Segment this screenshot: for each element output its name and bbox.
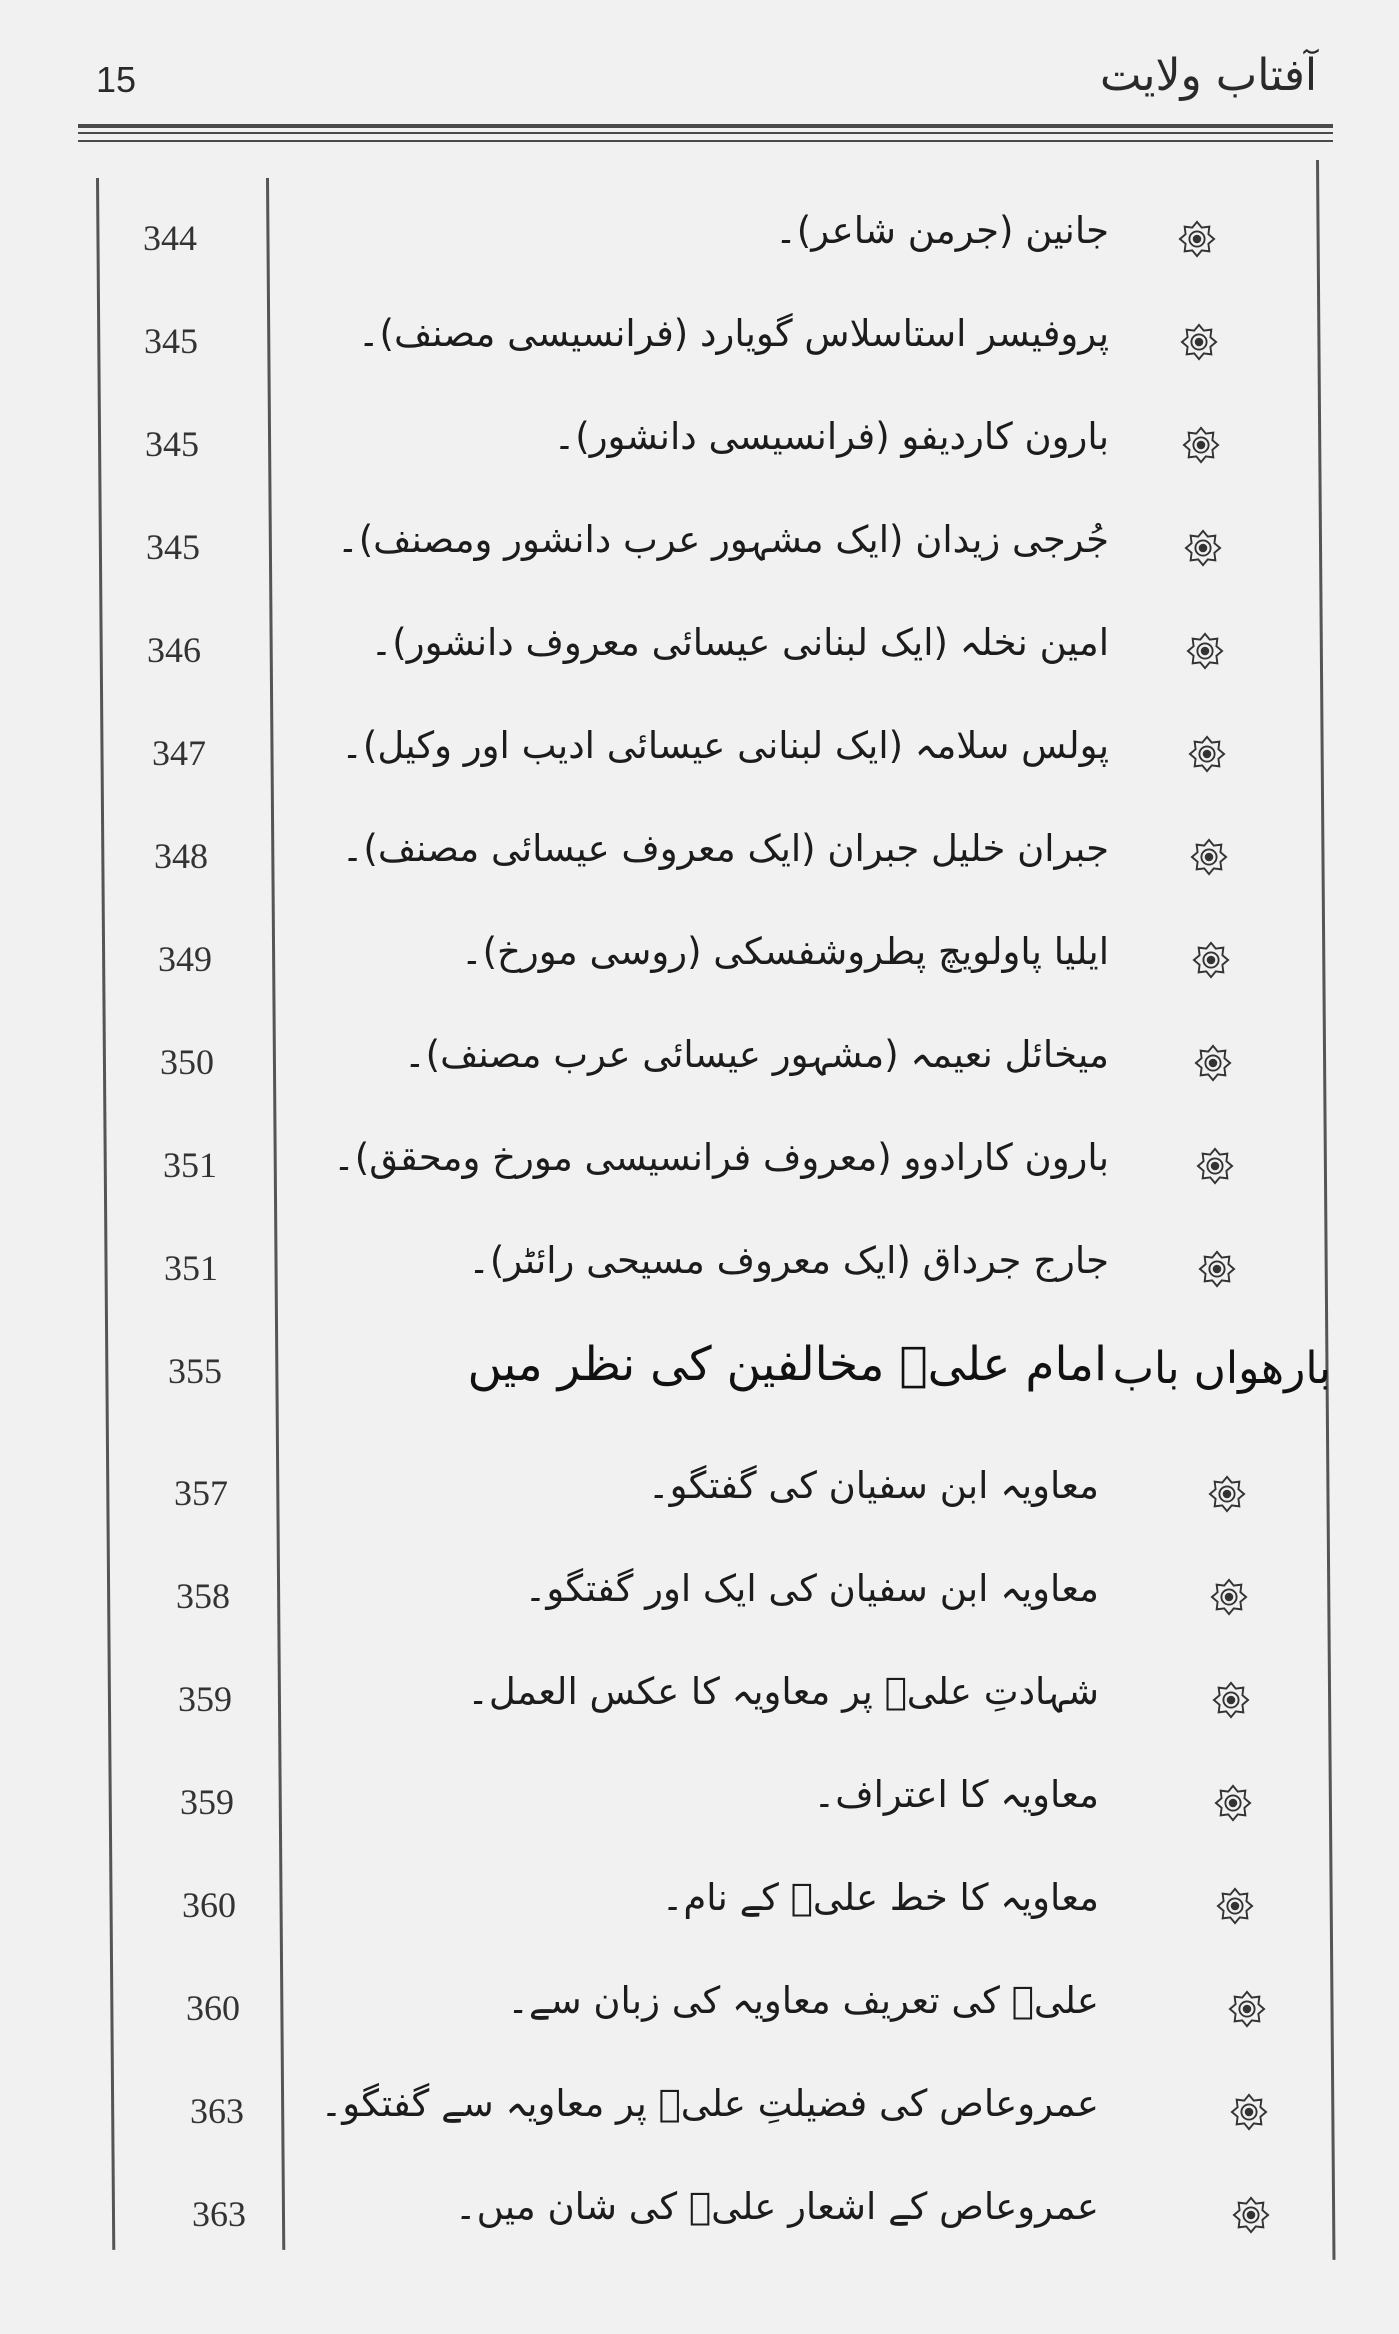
page-ref: 363 [192, 2194, 246, 2234]
page-ref: 360 [186, 1988, 240, 2028]
toc-entry-text: معاویہ کا خط علیؑ کے نام۔ [661, 1876, 1099, 1919]
toc-entry-text: ایلیا پاولویچ پطروشفسکی (روسی مورخ)۔ [460, 930, 1109, 973]
toc-row[interactable] [0, 1759, 1399, 1849]
flower-bullet-icon [1214, 1784, 1252, 1822]
flower-bullet-icon [1196, 1147, 1234, 1185]
flower-bullet-icon [1180, 323, 1218, 361]
toc-row[interactable] [0, 1862, 1399, 1952]
flower-bullet-icon [1194, 1044, 1232, 1082]
toc-entry-text: جُرجی زیدان (ایک مشہور عرب دانشور ومصنف)۔ [337, 518, 1109, 561]
page-ref: 363 [190, 2091, 244, 2131]
page-ref: 344 [143, 218, 197, 258]
toc-row[interactable] [0, 2068, 1399, 2158]
toc-row[interactable] [0, 1553, 1399, 1643]
toc-entry-text: معاویہ کا اعتراف۔ [813, 1773, 1099, 1816]
chapter-label: بارھواں باب [1112, 1343, 1331, 1394]
page-ref: 351 [164, 1248, 218, 1288]
toc-entry-text: پروفیسر استاسلاس گویارد (فرانسیسی مصنف)۔ [357, 312, 1109, 355]
book-title: آفتاب ولایت [1100, 50, 1318, 101]
toc-entry-text: عمروعاص کی فضیلتِ علیؑ پر معاویہ سے گفتگو۔ [320, 2082, 1099, 2125]
flower-bullet-icon [1212, 1681, 1250, 1719]
flower-bullet-icon [1228, 1990, 1266, 2028]
flower-bullet-icon [1230, 2093, 1268, 2131]
toc-entry-text: معاویہ ابن سفیان کی گفتگو۔ [647, 1464, 1099, 1507]
page-ref: 358 [176, 1576, 230, 1616]
flower-bullet-icon [1186, 632, 1224, 670]
page-ref: 345 [146, 527, 200, 567]
page-ref: 360 [182, 1885, 236, 1925]
toc-row[interactable] [0, 710, 1399, 800]
toc-entry-text: امین نخلہ (ایک لبنانی عیسائی معروف دانشور)۔ [370, 621, 1109, 664]
flower-bullet-icon [1232, 2196, 1270, 2234]
header-rule [78, 124, 1333, 128]
toc-row[interactable] [0, 813, 1399, 903]
toc-entry-text: میخائل نعیمہ (مشہور عیسائی عرب مصنف)۔ [403, 1033, 1109, 1076]
toc-row[interactable] [0, 1122, 1399, 1212]
header-rule [78, 132, 1333, 134]
toc-row[interactable] [0, 401, 1399, 491]
toc-entry-text: معاویہ ابن سفیان کی ایک اور گفتگو۔ [524, 1567, 1099, 1610]
page-ref: 348 [154, 836, 208, 876]
toc-entry-text: عمروعاص کے اشعار علیؑ کی شان میں۔ [454, 2185, 1099, 2228]
page-ref: 350 [160, 1042, 214, 1082]
toc-row[interactable] [0, 2171, 1399, 2261]
page-ref: 351 [163, 1145, 217, 1185]
page-ref: 359 [180, 1782, 234, 1822]
flower-bullet-icon [1216, 1887, 1254, 1925]
page-number: 15 [96, 59, 137, 100]
page-ref: 349 [158, 939, 212, 979]
flower-bullet-icon [1182, 426, 1220, 464]
flower-bullet-icon [1188, 735, 1226, 773]
chapter-heading-row[interactable] [0, 1333, 1399, 1423]
toc-row[interactable] [0, 1450, 1399, 1540]
header-rule [78, 140, 1333, 142]
page-ref: 357 [174, 1473, 228, 1513]
toc-entry-text: جانین (جرمن شاعر)۔ [775, 209, 1109, 252]
page-ref: 346 [147, 630, 201, 670]
toc-entry-text: بارون کاردیفو (فرانسیسی دانشور)۔ [553, 415, 1109, 458]
chapter-title: امام علیؑ مخالفین کی نظر میں [467, 1337, 1107, 1392]
flower-bullet-icon [1178, 220, 1216, 258]
page-ref: 359 [178, 1679, 232, 1719]
toc-row[interactable] [0, 916, 1399, 1006]
toc-row[interactable] [0, 1656, 1399, 1746]
toc-row[interactable] [0, 1965, 1399, 2055]
page-ref: 345 [144, 321, 198, 361]
flower-bullet-icon [1184, 529, 1222, 567]
flower-bullet-icon [1198, 1250, 1236, 1288]
toc-entry-text: علیؑ کی تعریف معاویہ کی زبان سے۔ [507, 1979, 1099, 2022]
page-ref: 347 [152, 733, 206, 773]
flower-bullet-icon [1208, 1475, 1246, 1513]
toc-row[interactable] [0, 1019, 1399, 1109]
toc-entry-text: شہادتِ علیؑ پر معاویہ کا عکس العمل۔ [467, 1670, 1099, 1713]
flower-bullet-icon [1192, 941, 1230, 979]
toc-row[interactable] [0, 1225, 1399, 1315]
toc-row[interactable] [0, 504, 1399, 594]
toc-row[interactable] [0, 298, 1399, 388]
toc-entry-text: جارج جرداق (ایک معروف مسیحی رائٹر)۔ [468, 1239, 1109, 1282]
page-ref: 355 [168, 1351, 222, 1391]
toc-row[interactable] [0, 607, 1399, 697]
flower-bullet-icon [1210, 1578, 1248, 1616]
flower-bullet-icon [1190, 838, 1228, 876]
toc-entry-text: جبران خلیل جبران (ایک معروف عیسائی مصنف)۔ [341, 827, 1109, 870]
toc-entry-text: پولس سلامہ (ایک لبنانی عیسائی ادیب اور وکیل)۔ [341, 724, 1109, 767]
page-ref: 345 [145, 424, 199, 464]
toc-entry-text: بارون کارادوو (معروف فرانسیسی مورخ ومحقق)۔ [333, 1136, 1109, 1179]
toc-row[interactable] [0, 195, 1399, 285]
